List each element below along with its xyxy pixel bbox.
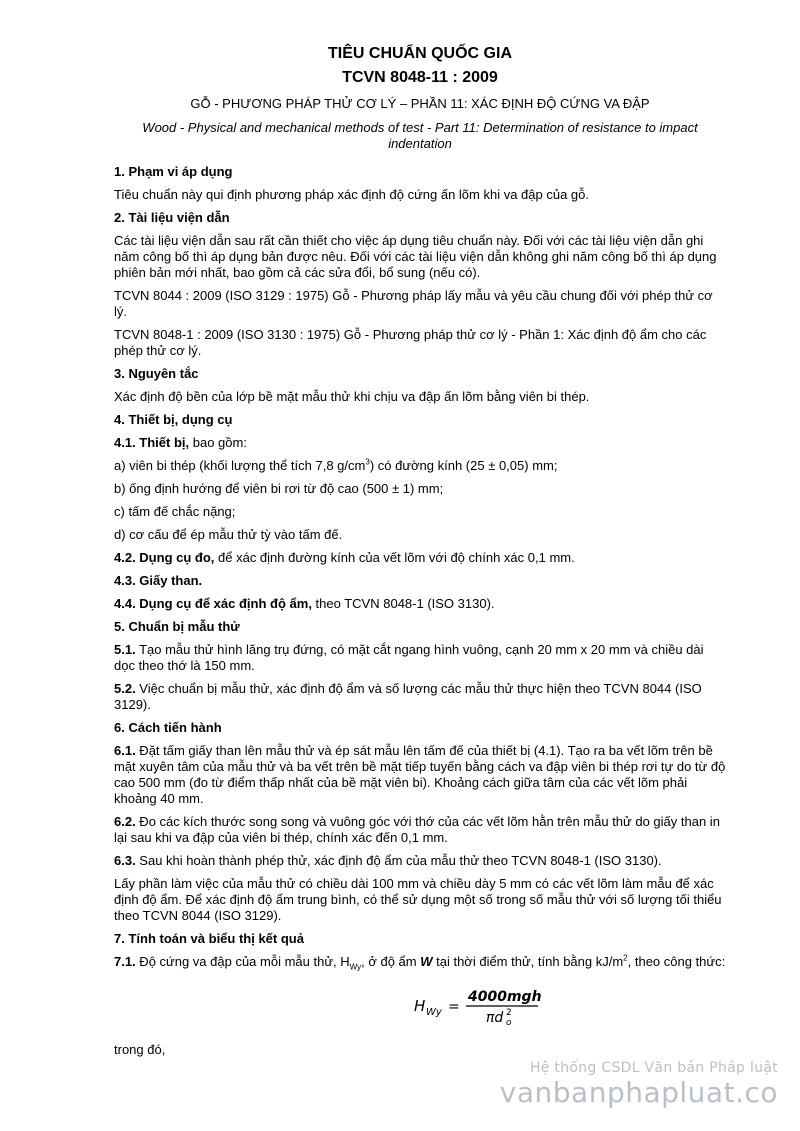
clause-text: Độ cứng va đập của mỗi mẫu thử, H <box>135 954 350 969</box>
section-heading-3: 3. Nguyên tắc <box>114 366 199 381</box>
section-heading-4: 4. Thiết bị, dụng cụ <box>114 412 233 427</box>
superscript: 2 <box>623 953 628 963</box>
paragraph: TCVN 8044 : 2009 (ISO 3129 : 1975) Gỗ - Phương pháp lấy mẫu và yêu cầu chung đối với phép thử cơ lý. <box>114 288 713 319</box>
formula-lhs-sub: Wy <box>426 1007 442 1018</box>
formula-lhs: H <box>414 997 426 1015</box>
list-item: b) ống định hướng để viên bi rơi từ độ cao (500 ± 1) mm; <box>114 481 444 496</box>
formula-den-sup: 2 <box>506 1008 512 1018</box>
list-item: c) tấm đế chắc nặng; <box>114 504 236 519</box>
clause-5-2 <box>114 681 726 713</box>
section-heading-2: 2. Tài liệu viện dẫn <box>114 210 230 225</box>
list-text: a) viên bi thép (khối lượng thể tích 7,8 g/cm <box>114 458 366 473</box>
clause-text: Sau khi hoàn thành phép thử, xác định độ ẩm của mẫu thử theo TCVN 8048-1 (ISO 3130). <box>135 853 662 868</box>
clause-text: Đo các kích thước song song và vuông góc với thớ của các vết lõm hằn trên mẫu thử do giấy than in lại sau khi va đập của viên bi thép, chính xác đến 0,1 mm. <box>114 814 720 845</box>
formula-denominator: πd <box>486 1010 504 1026</box>
list-item: d) cơ cấu để ép mẫu thử tỳ vào tấm đế. <box>114 527 343 542</box>
paragraph: TCVN 8048-1 : 2009 (ISO 3130 : 1975) Gỗ - Phương pháp thử cơ lý - Phần 1: Xác định độ ẩm cho các phép thử cơ lý. <box>114 327 707 358</box>
superscript: 3 <box>365 457 370 467</box>
formula <box>234 984 726 1028</box>
clause-text: Tạo mẫu thử hình lăng trụ đứng, có mặt cắt ngang hình vuông, cạnh 20 mm x 20 mm và chiều dài dọc theo thớ là 150 mm. <box>114 642 704 673</box>
clause-4-3 <box>114 573 726 589</box>
doc-category-title: TIÊU CHUẨN QUỐC GIA <box>328 45 512 62</box>
standard-number: TCVN 8048-11 : 2009 <box>342 69 498 86</box>
section-heading-5: 5. Chuẩn bị mẫu thử <box>114 619 240 634</box>
clause-text: theo TCVN 8048-1 (ISO 3130). <box>311 596 495 611</box>
clause-text: tại thời điểm thử, tính bằng kJ/m <box>432 954 624 969</box>
standard-title-vi: GỖ - PHƯƠNG PHÁP THỬ CƠ LÝ – PHẦN 11: XÁC ĐỊNH ĐỘ CỨNG VA ĐẬP <box>190 96 650 111</box>
document-page <box>114 44 726 1065</box>
paragraph: trong đó, <box>114 1042 166 1057</box>
clause-4-4 <box>114 596 726 612</box>
clause-label: 4.4. Dụng cụ để xác định độ ẩm, <box>114 596 312 611</box>
clause-label: 5.1. <box>114 642 136 657</box>
clause-text: Việc chuẩn bị mẫu thử, xác định độ ẩm và số lượng các mẫu thử thực hiện theo TCVN 8044 (ISO 3129). <box>114 681 702 712</box>
standard-title-en: Wood - Physical and mechanical methods of test - Part 11: Determination of resistance to impact indentation <box>142 120 698 151</box>
watermark-line2: vanbanphapluat.co <box>499 1076 778 1109</box>
section-heading-7: 7. Tính toán và biểu thị kết quả <box>114 931 304 946</box>
subscript: Wy <box>349 962 362 972</box>
clause-label: 7.1. <box>114 954 136 969</box>
clause-4-2 <box>114 550 726 566</box>
clause-label: 6.2. <box>114 814 136 829</box>
watermark-line1: Hệ thống CSDL Văn bản Pháp luật <box>529 1060 778 1076</box>
clause-text: bao gồm: <box>189 435 247 450</box>
formula-numerator: 4000mgh <box>468 989 542 1005</box>
paragraph: Xác định độ bền của lớp bề mặt mẫu thử khi chịu va đập ấn lõm bằng viên bi thép. <box>114 389 590 404</box>
clause-label: 4.1. Thiết bị, <box>114 435 190 450</box>
clause-6-2 <box>114 814 726 846</box>
paragraph: Lấy phần làm việc của mẫu thử có chiều dài 100 mm và chiều dày 5 mm có các vết lõm làm mẫu để xác định độ ẩm. Để xác định độ ẩm trung bình, có thể sử dụng một số trong số mẫu thử với số lượng tối thiểu theo TCVN 8044 (ISO 3129). <box>114 876 722 923</box>
paragraph: Tiêu chuẩn này qui định phương pháp xác định độ cứng ấn lõm khi va đập của gỗ. <box>114 187 589 202</box>
paragraph: Các tài liệu viện dẫn sau rất cần thiết cho việc áp dụng tiêu chuẩn này. Đối với các tài liệu viện dẫn ghi năm công bố thì áp dụng bản được nêu. Đối với các tài liệu viện dẫn không ghi năm công bố thì áp dụng phiên bản mới nhất, bao gồm cả các sửa đổi, bổ sung (nếu có). <box>114 233 717 280</box>
clause-6-1 <box>114 743 726 807</box>
formula-graphic <box>410 984 550 1028</box>
formula-den-sub: o <box>506 1018 512 1028</box>
clause-label: 4.3. Giấy than. <box>114 573 203 588</box>
clause-label: 4.2. Dụng cụ đo, <box>114 550 215 565</box>
clause-7-1 <box>114 954 726 970</box>
variable-w: W <box>420 954 433 969</box>
clause-6-3 <box>114 853 726 869</box>
clause-label: 6.1. <box>114 743 136 758</box>
clause-label: 5.2. <box>114 681 136 696</box>
clause-text: , theo công thức: <box>627 954 726 969</box>
section-heading-6: 6. Cách tiến hành <box>114 720 222 735</box>
clause-label: 6.3. <box>114 853 136 868</box>
clause-5-1 <box>114 642 726 674</box>
clause-4-1 <box>114 435 726 451</box>
section-heading-1: 1. Phạm vi áp dụng <box>114 164 233 179</box>
clause-text: để xác định đường kính của vết lõm với độ chính xác 0,1 mm. <box>214 550 575 565</box>
list-item <box>114 458 726 474</box>
clause-text: , ở độ ẩm <box>361 954 421 969</box>
list-text: ) có đường kính (25 ± 0,05) mm; <box>369 458 558 473</box>
clause-text: Đặt tấm giấy than lên mẫu thử và ép sát mẫu lên tấm đế của thiết bị (4.1). Tạo ra ba vết lõm trên bề mặt xuyên tâm của mẫu thử và ba vết trên bề mặt tiếp tuyến bằng cách va đập viên bi thép rơi tự do từ độ cao 500 mm (đo từ điểm thấp nhất của bề mặt viên bi). Khoảng cách giữa tâm của các vết lõm phải khoảng 40 mm. <box>114 743 726 806</box>
formula-equals: = <box>448 999 460 1015</box>
